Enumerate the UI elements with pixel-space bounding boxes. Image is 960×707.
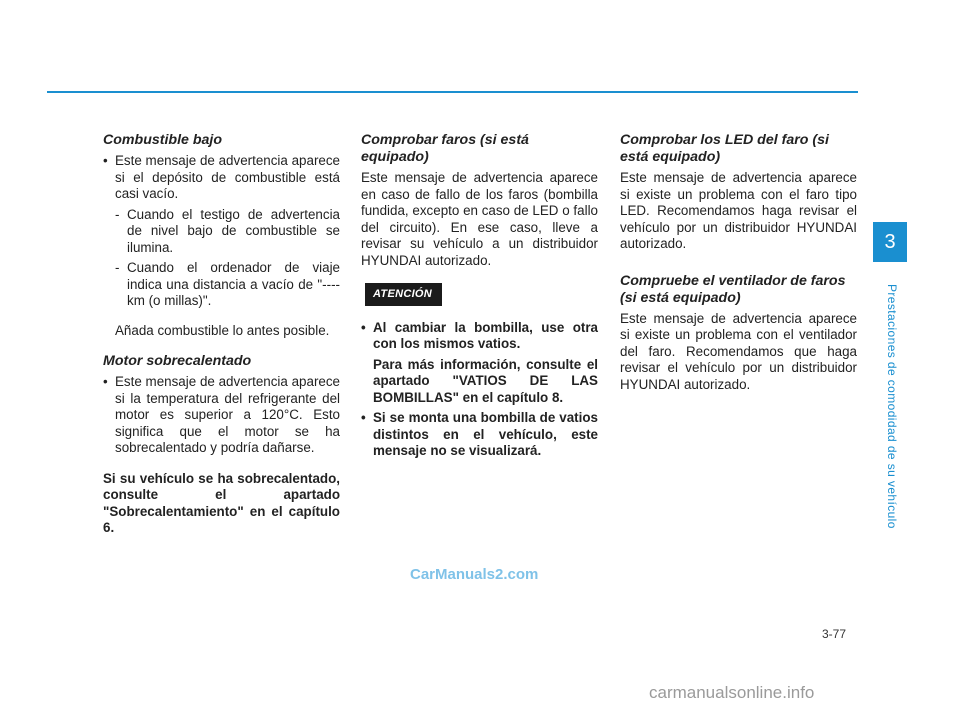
- column-3: [620, 132, 857, 393]
- bullet-dot: •: [361, 319, 366, 335]
- paragraph-faros: Este mensaje de advertencia aparece en caso de fallo de los faros (bombilla fundida, excepto en caso de LED o fallo del circuito). En ese caso, lleve a revisar su vehículo a un distribuidor HYUNDAI autorizado.: [361, 170, 598, 268]
- top-rule: [47, 91, 858, 93]
- sub-item-testigo: [115, 207, 340, 257]
- paragraph-ventilador: Este mensaje de advertencia aparece si existe un problema con el ventilador del faro. Recomendamos que haga revisar el vehículo por un distribuidor HYUNDAI autorizado.: [620, 310, 857, 392]
- watermark-carmanuals2[interactable]: CarManuals2.com: [410, 566, 539, 583]
- paragraph-sobrecalentamiento: Si su vehículo se ha sobrecalentado, consulte el apartado "Sobrecalentamiento" en el capítulo 6.: [103, 470, 340, 535]
- chapter-title: Prestaciones de comodidad de su vehículo: [885, 284, 899, 529]
- bullet-text: [373, 320, 598, 407]
- sub-dash: -: [115, 260, 120, 275]
- page-number: 3-77: [822, 627, 847, 641]
- atencion-label: ATENCIÓN: [365, 283, 442, 306]
- sub-item-ordenador: [115, 260, 340, 310]
- heading-comprobar-led: Comprobar los LED del faro (si está equipado): [620, 132, 829, 165]
- heading-combustible-bajo: Combustible bajo: [103, 132, 223, 148]
- paragraph-anada: Añada combustible lo antes posible.: [115, 322, 330, 338]
- watermark-carmanualsonline[interactable]: carmanualsonline.info: [649, 683, 815, 702]
- bullet-dot: •: [103, 153, 108, 168]
- heading-ventilador-faros: Compruebe el ventilador de faros (si está equipado): [620, 272, 846, 306]
- bullet-text: Este mensaje de advertencia aparece si la temperatura del refrigerante del motor es superior a 120°C. Esto significa que el motor se ha sobrecalentado y podría dañarse.: [115, 374, 340, 455]
- bullet-main-text: Al cambiar la bombilla, use otra con los mismos vatios.: [373, 319, 598, 351]
- column-1: [103, 132, 340, 537]
- bullet-motor: [103, 374, 340, 457]
- sub-text: Cuando el ordenador de viaje indica una distancia a vacío de "---- km (o millas)".: [127, 260, 340, 308]
- heading-comprobar-faros: Comprobar faros (si está equipado): [361, 132, 529, 165]
- column-2: [361, 132, 598, 460]
- bullet-dot: •: [103, 374, 108, 389]
- bullet-vatios-distintos: [361, 410, 598, 460]
- bullet-extra-text: Para más información, consulte el apartado "VATIOS DE LAS BOMBILLAS" en el capítulo 8.: [373, 356, 598, 405]
- bullet-cambiar-bombilla: [361, 320, 598, 407]
- sub-text: Cuando el testigo de advertencia de nivel bajo de combustible se ilumina.: [127, 206, 340, 255]
- bullet-text: Este mensaje de advertencia aparece si el depósito de combustible está casi vacío.: [115, 153, 340, 201]
- paragraph-led: Este mensaje de advertencia aparece si existe un problema con el faro tipo LED. Recomendamos haga revisar el vehículo por un distribuidor HYUNDAI autorizado.: [620, 170, 857, 251]
- bullet-dot: •: [361, 410, 366, 425]
- sub-dash: -: [115, 206, 120, 222]
- heading-motor-sobrecalentado: Motor sobrecalentado: [103, 353, 252, 369]
- chapter-tab: 3: [873, 222, 907, 262]
- bullet-text: Si se monta una bombilla de vatios distintos en el vehículo, este mensaje no se visualizará.: [373, 410, 598, 458]
- bullet-combustible: [103, 153, 340, 203]
